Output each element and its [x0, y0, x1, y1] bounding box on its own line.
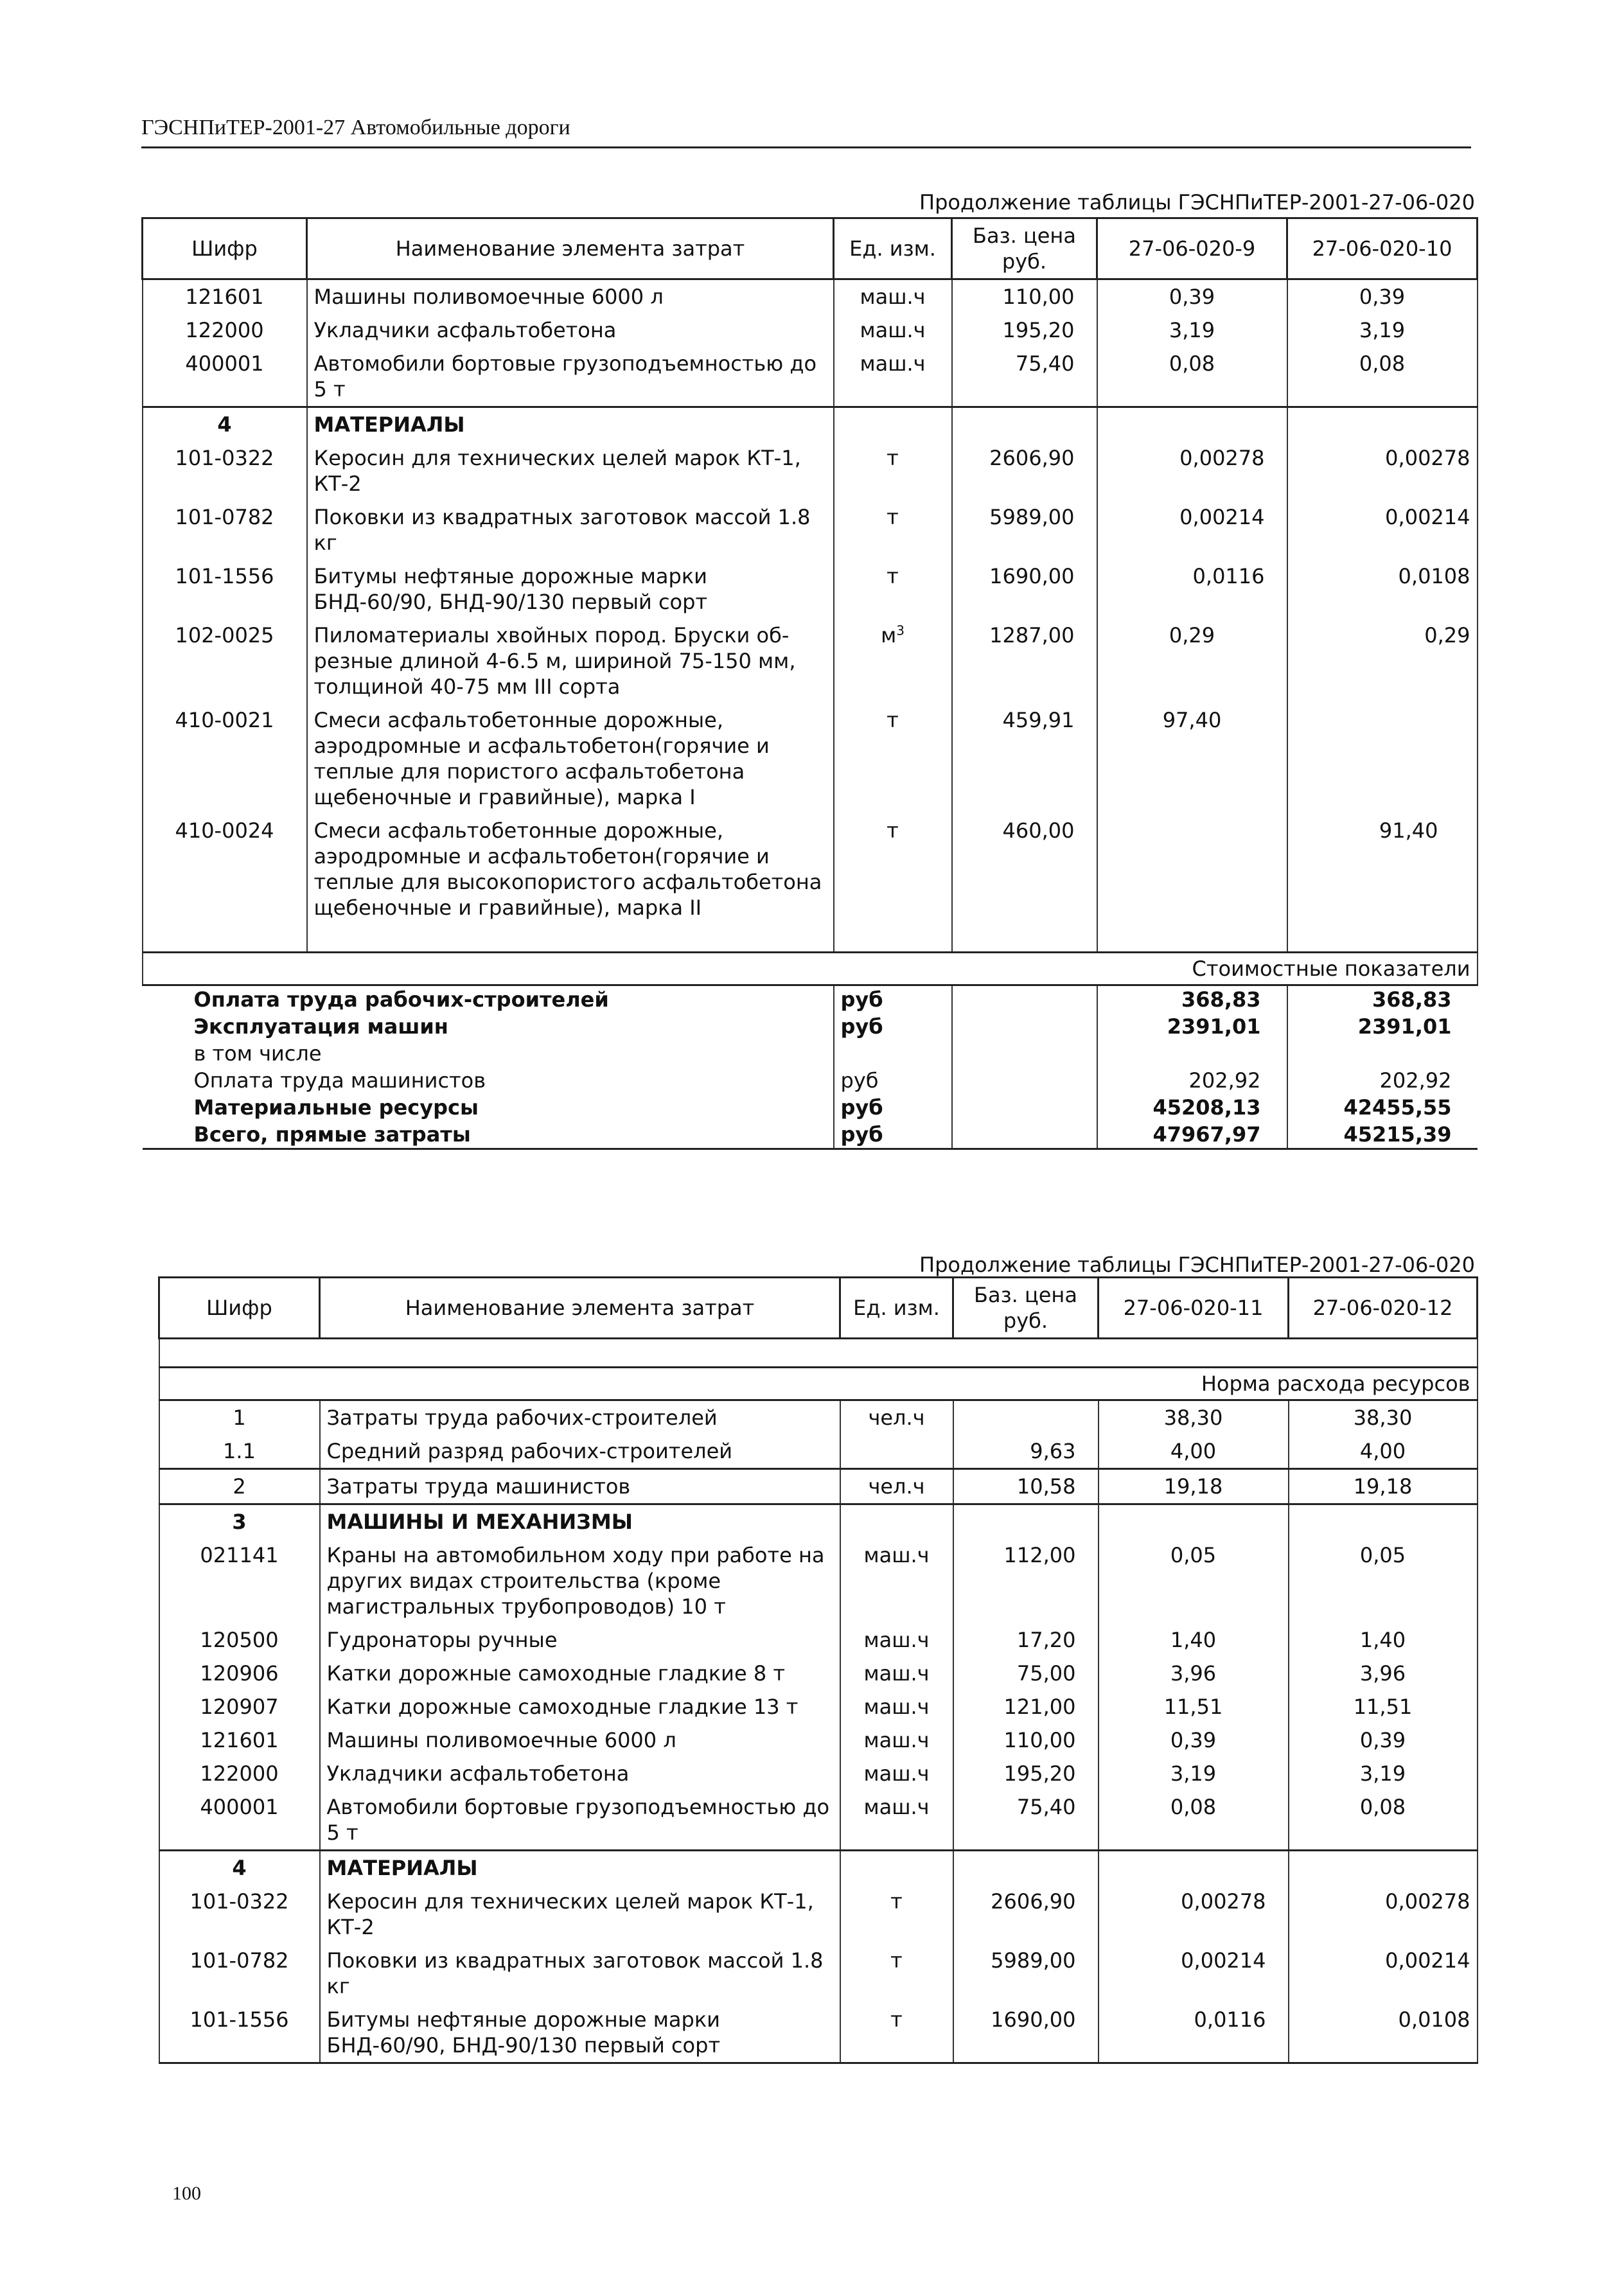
- table-row: [159, 1944, 1478, 2003]
- row-name: Средний разряд рабочих-строителей: [320, 1434, 840, 1469]
- row-price: 459,91: [952, 703, 1097, 814]
- cost-band-row: [143, 953, 1478, 985]
- row-unit: маш.ч: [840, 1757, 953, 1790]
- summary-row: [143, 1094, 1478, 1121]
- row-price: 121,00: [953, 1690, 1099, 1723]
- row-v2: 3,96: [1289, 1657, 1478, 1690]
- summary-row: [143, 985, 1478, 1014]
- row-v2: 11,51: [1289, 1690, 1478, 1723]
- row-name: Смеси асфальтобетонные дорожные, аэродромные и асфальтобетон(горячие и теплые для пористого асфальтобетона щебеночные и гравийные), марка I: [307, 703, 834, 814]
- summary-unit: руб: [834, 1067, 952, 1094]
- summary-v1: 368,83: [1097, 985, 1287, 1014]
- row-v1: 11,51: [1099, 1690, 1289, 1723]
- row-name: Катки дорожные самоходные гладкие 13 т: [320, 1690, 840, 1723]
- table-row: [159, 1434, 1478, 1469]
- row-v1: 0,05: [1099, 1538, 1289, 1623]
- table-row: [159, 1469, 1478, 1504]
- row-unit: маш.ч: [840, 1723, 953, 1757]
- row-name: Битумы нефтяные дорожные марки БНД-60/90, БНД-90/130 первый сорт: [320, 2003, 840, 2063]
- row-name: Поковки из квадратных заготовок массой 1.8 кг: [307, 500, 834, 560]
- row-name: Укладчики асфальтобетона: [320, 1757, 840, 1790]
- row-unit: чел.ч: [840, 1400, 953, 1435]
- row-code: 1.1: [159, 1434, 320, 1469]
- table-row: [159, 1690, 1478, 1723]
- row-v2: 0,05: [1289, 1538, 1478, 1623]
- table1-caption: Продолжение таблицы ГЭСНПиТЕР-2001-27-06-020: [919, 190, 1475, 215]
- table-row: [159, 1723, 1478, 1757]
- row-unit-base: м: [881, 623, 897, 648]
- row-unit: т: [840, 2003, 953, 2063]
- table-row: [159, 1623, 1478, 1657]
- row-v1: 3,19: [1099, 1757, 1289, 1790]
- row-unit: [840, 1434, 953, 1469]
- row-price: 195,20: [952, 313, 1097, 347]
- cost-band-label: Стоимостные показатели: [143, 953, 1478, 985]
- summary-row: [143, 1121, 1478, 1149]
- table-row: [159, 1400, 1478, 1435]
- row-unit: т: [834, 814, 952, 924]
- table-row: [143, 814, 1478, 924]
- row-unit: т: [840, 1885, 953, 1944]
- summary-row: [143, 1040, 1478, 1067]
- row-name: Автомобили бортовые грузоподъемностью до 5 т: [307, 347, 834, 407]
- col-header-v1: 27-06-020-9: [1097, 218, 1287, 279]
- row-v2: 1,40: [1289, 1623, 1478, 1657]
- row-v1: 0,0116: [1099, 2003, 1289, 2063]
- table-row: [159, 1657, 1478, 1690]
- norm-band-row: [159, 1368, 1478, 1400]
- section-code: 4: [159, 1851, 320, 1885]
- section-row-materials: [143, 407, 1478, 442]
- row-price: 75,40: [953, 1790, 1099, 1851]
- row-v1: 38,30: [1099, 1400, 1289, 1435]
- summary-v2: 42455,55: [1287, 1094, 1478, 1121]
- row-v2: 0,00278: [1289, 1885, 1478, 1944]
- summary-label: Оплата труда рабочих-строителей: [143, 985, 834, 1014]
- summary-v2: [1287, 1040, 1478, 1067]
- row-price: 5989,00: [952, 500, 1097, 560]
- row-code: 102-0025: [143, 619, 307, 703]
- section-row-materials: [159, 1851, 1478, 1885]
- section-code: 4: [143, 407, 307, 442]
- summary-label: Эксплуатация машин: [193, 1014, 448, 1039]
- table-row: [143, 560, 1478, 619]
- row-v1: 0,29: [1097, 619, 1287, 703]
- col-header-price: Баз. цена руб.: [953, 1278, 1099, 1339]
- summary-label: в том числе: [193, 1041, 322, 1066]
- col-header-name: Наименование элемента затрат: [307, 218, 834, 279]
- row-name: Затраты труда рабочих-строителей: [320, 1400, 840, 1435]
- col-header-code: Шифр: [143, 218, 307, 279]
- row-price: 75,00: [953, 1657, 1099, 1690]
- row-v2: 19,18: [1289, 1469, 1478, 1504]
- row-code: 120906: [159, 1657, 320, 1690]
- summary-v2: 2391,01: [1287, 1013, 1478, 1040]
- summary-unit: [834, 1040, 952, 1067]
- row-code: 101-0322: [143, 441, 307, 500]
- row-price: 2606,90: [952, 441, 1097, 500]
- spacer-row: [159, 1339, 1478, 1368]
- row-name: Краны на автомобильном ходу при работе на других видах строительства (кроме магистральных трубопроводов) 10 т: [320, 1538, 840, 1623]
- table-row: [143, 703, 1478, 814]
- row-v2: 38,30: [1289, 1400, 1478, 1435]
- row-v1: 0,0116: [1097, 560, 1287, 619]
- row-code: 120500: [159, 1623, 320, 1657]
- norm-band-label: Норма расхода ресурсов: [159, 1368, 1478, 1400]
- row-code: 122000: [143, 313, 307, 347]
- row-code: 410-0021: [143, 703, 307, 814]
- summary-row: [143, 1013, 1478, 1040]
- row-code: 410-0024: [143, 814, 307, 924]
- row-name: Керосин для технических целей марок КТ-1, КТ-2: [307, 441, 834, 500]
- row-name: Поковки из квадратных заготовок массой 1.8 кг: [320, 1944, 840, 2003]
- col-header-unit: Ед. изм.: [840, 1278, 953, 1339]
- row-price: 112,00: [953, 1538, 1099, 1623]
- row-v1: 3,96: [1099, 1657, 1289, 1690]
- table-row: [159, 1790, 1478, 1851]
- row-unit: [834, 619, 952, 703]
- row-v1: 3,19: [1097, 313, 1287, 347]
- summary-unit: руб: [834, 1013, 952, 1040]
- row-code: 021141: [159, 1538, 320, 1623]
- row-v1: 19,18: [1099, 1469, 1289, 1504]
- row-price: 195,20: [953, 1757, 1099, 1790]
- row-unit: т: [834, 500, 952, 560]
- row-name: Гудронаторы ручные: [320, 1623, 840, 1657]
- row-v1: 0,00214: [1099, 1944, 1289, 2003]
- row-unit: маш.ч: [840, 1790, 953, 1851]
- table1-header-row: [143, 218, 1478, 279]
- summary-v2: 45215,39: [1287, 1121, 1478, 1149]
- row-unit-sup: 3: [896, 622, 905, 639]
- row-v2: 0,29: [1287, 619, 1478, 703]
- section-row-machines: [159, 1504, 1478, 1539]
- row-unit: т: [834, 441, 952, 500]
- summary-unit: руб: [834, 1121, 952, 1149]
- row-code: 400001: [143, 347, 307, 407]
- summary-v1: 2391,01: [1097, 1013, 1287, 1040]
- row-price: 110,00: [952, 279, 1097, 314]
- row-unit: чел.ч: [840, 1469, 953, 1504]
- row-code: 400001: [159, 1790, 320, 1851]
- section-title: МАТЕРИАЛЫ: [320, 1851, 840, 1885]
- row-price: 110,00: [953, 1723, 1099, 1757]
- row-name: Машины поливомоечные 6000 л: [320, 1723, 840, 1757]
- row-v2: 91,40: [1287, 814, 1478, 924]
- summary-v1: 202,92: [1097, 1067, 1287, 1094]
- row-unit: маш.ч: [834, 347, 952, 407]
- table-row: [143, 500, 1478, 560]
- row-code: 121601: [159, 1723, 320, 1757]
- row-code: 122000: [159, 1757, 320, 1790]
- row-v2: 0,0108: [1289, 2003, 1478, 2063]
- table2: [158, 1276, 1478, 2064]
- summary-v1: 47967,97: [1097, 1121, 1287, 1149]
- row-v1: 97,40: [1097, 703, 1287, 814]
- col-header-v2: 27-06-020-12: [1289, 1278, 1478, 1339]
- row-price: 75,40: [952, 347, 1097, 407]
- table-row: [143, 441, 1478, 500]
- row-price: 17,20: [953, 1623, 1099, 1657]
- row-name: Укладчики асфальтобетона: [307, 313, 834, 347]
- summary-unit: руб: [834, 1094, 952, 1121]
- row-unit: т: [840, 1944, 953, 2003]
- row-name: Катки дорожные самоходные гладкие 8 т: [320, 1657, 840, 1690]
- summary-label: Оплата труда машинистов: [193, 1068, 486, 1093]
- row-v1: [1097, 814, 1287, 924]
- row-v2: 0,39: [1289, 1723, 1478, 1757]
- table-row: [159, 1538, 1478, 1623]
- row-name: Пиломатериалы хвойных пород. Бруски об-резные длиной 4-6.5 м, шириной 75-150 мм, толщиной 40-75 мм III сорта: [307, 619, 834, 703]
- row-v1: 0,00278: [1097, 441, 1287, 500]
- table-row: [143, 313, 1478, 347]
- col-header-v2: 27-06-020-10: [1287, 218, 1478, 279]
- row-price: 460,00: [952, 814, 1097, 924]
- summary-label: Материальные ресурсы: [193, 1095, 479, 1120]
- row-unit: маш.ч: [840, 1657, 953, 1690]
- summary-unit: руб: [834, 985, 952, 1014]
- row-v2: 0,39: [1287, 279, 1478, 314]
- row-v1: 4,00: [1099, 1434, 1289, 1469]
- row-price: 1690,00: [953, 2003, 1099, 2063]
- row-unit: маш.ч: [840, 1623, 953, 1657]
- row-code: 120907: [159, 1690, 320, 1723]
- table-row: [143, 279, 1478, 314]
- page-header: [141, 114, 1471, 148]
- row-price: 9,63: [953, 1434, 1099, 1469]
- table-row: [159, 1885, 1478, 1944]
- row-price: [953, 1400, 1099, 1435]
- row-v2: 0,00214: [1287, 500, 1478, 560]
- col-header-v1: 27-06-020-11: [1099, 1278, 1289, 1339]
- row-v1: 0,00278: [1099, 1885, 1289, 1944]
- row-code: 101-0782: [143, 500, 307, 560]
- row-v2: [1287, 703, 1478, 814]
- row-v2: 0,08: [1289, 1790, 1478, 1851]
- col-header-name: Наименование элемента затрат: [320, 1278, 840, 1339]
- row-code: 101-0782: [159, 1944, 320, 2003]
- row-v1: 1,40: [1099, 1623, 1289, 1657]
- row-code: 101-1556: [143, 560, 307, 619]
- row-v2: 0,0108: [1287, 560, 1478, 619]
- table1: [141, 217, 1478, 1150]
- row-code: 1: [159, 1400, 320, 1435]
- row-v1: 0,08: [1097, 347, 1287, 407]
- row-v1: 0,39: [1099, 1723, 1289, 1757]
- row-v2: 4,00: [1289, 1434, 1478, 1469]
- row-v2: 0,00214: [1289, 1944, 1478, 2003]
- row-price: 10,58: [953, 1469, 1099, 1504]
- table-row: [159, 2003, 1478, 2063]
- row-v1: 0,39: [1097, 279, 1287, 314]
- row-v1: 0,00214: [1097, 500, 1287, 560]
- col-header-code: Шифр: [159, 1278, 320, 1339]
- row-price: 2606,90: [953, 1885, 1099, 1944]
- row-name: Автомобили бортовые грузоподъемностью до 5 т: [320, 1790, 840, 1851]
- table2-caption: Продолжение таблицы ГЭСНПиТЕР-2001-27-06-020: [919, 1253, 1475, 1277]
- summary-v1: [1097, 1040, 1287, 1067]
- row-unit: маш.ч: [840, 1690, 953, 1723]
- row-v2: 3,19: [1289, 1757, 1478, 1790]
- row-v2: 0,08: [1287, 347, 1478, 407]
- summary-v1: 45208,13: [1097, 1094, 1287, 1121]
- page-header-title: ГЭСНПиТЕР-2001-27 Автомобильные дороги: [141, 116, 570, 139]
- section-title: МАШИНЫ И МЕХАНИЗМЫ: [320, 1504, 840, 1539]
- section-code: 3: [159, 1504, 320, 1539]
- row-unit: маш.ч: [834, 313, 952, 347]
- row-unit: т: [834, 703, 952, 814]
- row-code: 121601: [143, 279, 307, 314]
- row-name: Машины поливомоечные 6000 л: [307, 279, 834, 314]
- row-unit: т: [834, 560, 952, 619]
- summary-v2: 202,92: [1287, 1067, 1478, 1094]
- col-header-unit: Ед. изм.: [834, 218, 952, 279]
- table-row: [143, 619, 1478, 703]
- cost-summary: [143, 985, 1478, 1149]
- col-header-price: Баз. цена руб.: [952, 218, 1097, 279]
- row-unit: маш.ч: [840, 1538, 953, 1623]
- section-title: МАТЕРИАЛЫ: [307, 407, 834, 442]
- row-code: 2: [159, 1469, 320, 1504]
- row-code: 101-1556: [159, 2003, 320, 2063]
- row-v2: 3,19: [1287, 313, 1478, 347]
- row-code: 101-0322: [159, 1885, 320, 1944]
- row-name: Смеси асфальтобетонные дорожные, аэродромные и асфальтобетон(горячие и теплые для высокопористого асфальтобетона щебеночные и гравийные), марка II: [307, 814, 834, 924]
- row-price: 1690,00: [952, 560, 1097, 619]
- row-v2: 0,00278: [1287, 441, 1478, 500]
- row-unit: маш.ч: [834, 279, 952, 314]
- summary-v2: 368,83: [1287, 985, 1478, 1014]
- row-name: Затраты труда машинистов: [320, 1469, 840, 1504]
- table2-header-row: [159, 1278, 1478, 1339]
- row-price: 5989,00: [953, 1944, 1099, 2003]
- row-v1: 0,08: [1099, 1790, 1289, 1851]
- row-name: Керосин для технических целей марок КТ-1, КТ-2: [320, 1885, 840, 1944]
- summary-label: Всего, прямые затраты: [143, 1121, 834, 1149]
- table-row: [143, 347, 1478, 407]
- row-name: Битумы нефтяные дорожные марки БНД-60/90, БНД-90/130 первый сорт: [307, 560, 834, 619]
- row-price: 1287,00: [952, 619, 1097, 703]
- page-number: 100: [172, 2183, 201, 2204]
- table-row: [159, 1757, 1478, 1790]
- summary-row: [143, 1067, 1478, 1094]
- spacer-row: [143, 924, 1478, 953]
